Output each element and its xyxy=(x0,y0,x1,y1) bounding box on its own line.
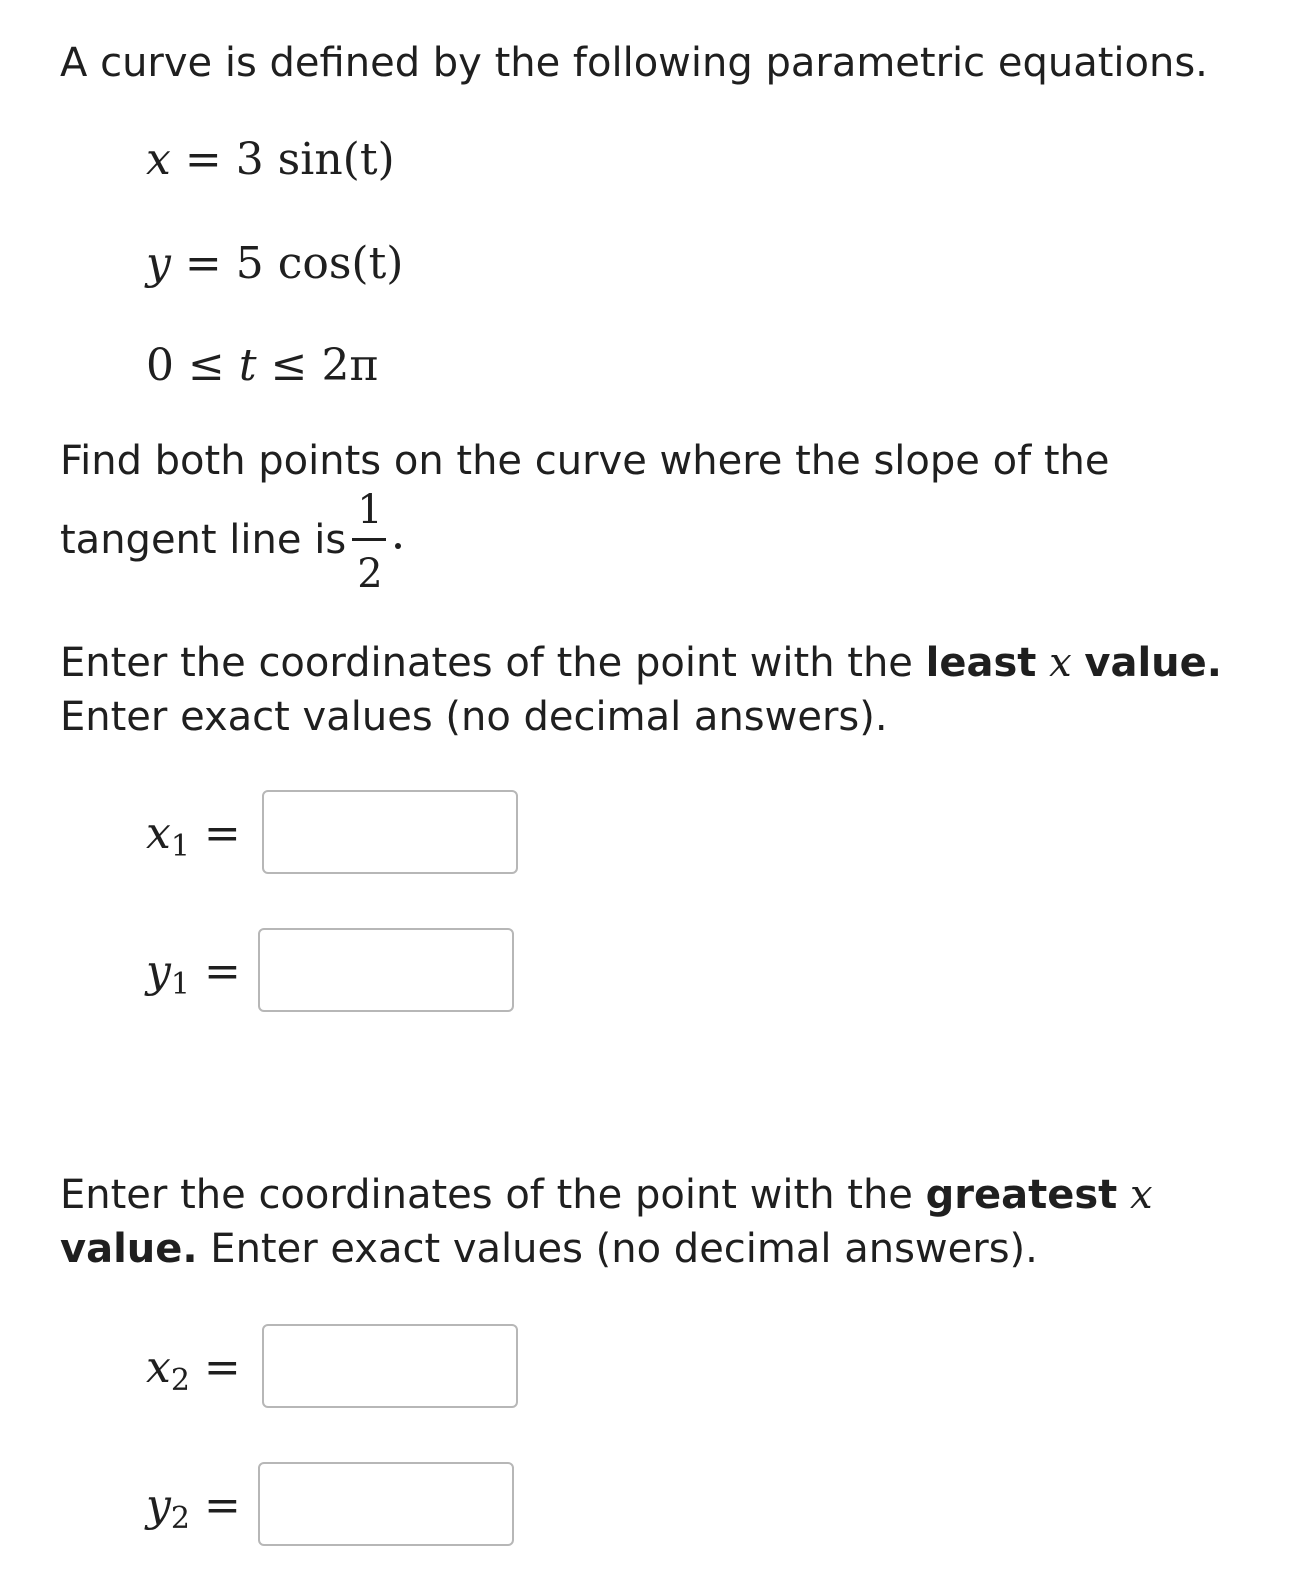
greatest-x-line-1 xyxy=(60,1168,1153,1222)
y1-label xyxy=(146,944,241,1013)
find-line-2: tangent line is xyxy=(60,517,347,563)
x1-input[interactable] xyxy=(262,790,518,874)
equation-y xyxy=(146,236,403,292)
least-keyword: least xyxy=(925,640,1037,686)
greatest-x-instruction: Enter exact values (no decimal answers). xyxy=(197,1226,1038,1272)
x2-equals: = xyxy=(203,1342,241,1393)
equation-x-rhs: 3 sin(t) xyxy=(235,134,395,185)
greatest-keyword: greatest xyxy=(925,1172,1118,1218)
parameter-range xyxy=(146,338,378,394)
x1-subscript: 1 xyxy=(170,829,190,864)
slope-denominator: 2 xyxy=(357,551,383,597)
equation-y-equals: = xyxy=(184,238,222,289)
range-le-1: ≤ xyxy=(188,340,225,391)
greatest-value-keyword: value. xyxy=(60,1226,198,1272)
x2-var: x xyxy=(146,1342,171,1393)
range-variable: t xyxy=(238,340,257,391)
range-start: 0 xyxy=(146,340,174,391)
y1-subscript: 1 xyxy=(170,967,190,1002)
x1-equals: = xyxy=(203,808,241,859)
greatest-x-variable: x xyxy=(1130,1172,1153,1218)
sentence-period xyxy=(395,543,401,549)
greatest-x-prefix: Enter the coordinates of the point with the xyxy=(60,1172,926,1218)
least-x-line-1 xyxy=(60,636,1222,690)
least-x-line-2: Enter exact values (no decimal answers). xyxy=(60,694,888,740)
x2-input[interactable] xyxy=(262,1324,518,1408)
y1-input[interactable] xyxy=(258,928,514,1012)
equation-x-equals: = xyxy=(184,134,222,185)
y2-label xyxy=(146,1478,241,1547)
y1-equals: = xyxy=(203,946,241,997)
x1-label xyxy=(146,806,241,875)
range-le-2: ≤ xyxy=(270,340,308,391)
y2-equals: = xyxy=(203,1480,241,1531)
y2-subscript: 2 xyxy=(170,1501,190,1536)
slope-numerator: 1 xyxy=(357,487,383,533)
y2-input[interactable] xyxy=(258,1462,514,1546)
least-x-prefix: Enter the coordinates of the point with the xyxy=(60,640,926,686)
greatest-x-line-2 xyxy=(60,1222,1038,1276)
find-line-1: Find both points on the curve where the slope of the xyxy=(60,438,1110,484)
equation-x xyxy=(146,132,395,188)
equation-y-rhs: 5 cos(t) xyxy=(235,238,404,289)
least-x-variable: x xyxy=(1049,640,1072,686)
fraction-bar xyxy=(352,538,386,541)
x1-var: x xyxy=(146,808,171,859)
intro-text: A curve is defined by the following parametric equations. xyxy=(60,40,1208,86)
least-x-suffix: value. xyxy=(1084,640,1222,686)
x2-label xyxy=(146,1340,241,1409)
equation-y-lhs: y xyxy=(146,238,171,289)
range-end: 2π xyxy=(321,340,379,391)
y2-var: y xyxy=(146,1480,171,1531)
equation-x-lhs: x xyxy=(146,134,171,185)
y1-var: y xyxy=(146,946,171,997)
x2-subscript: 2 xyxy=(170,1363,190,1398)
